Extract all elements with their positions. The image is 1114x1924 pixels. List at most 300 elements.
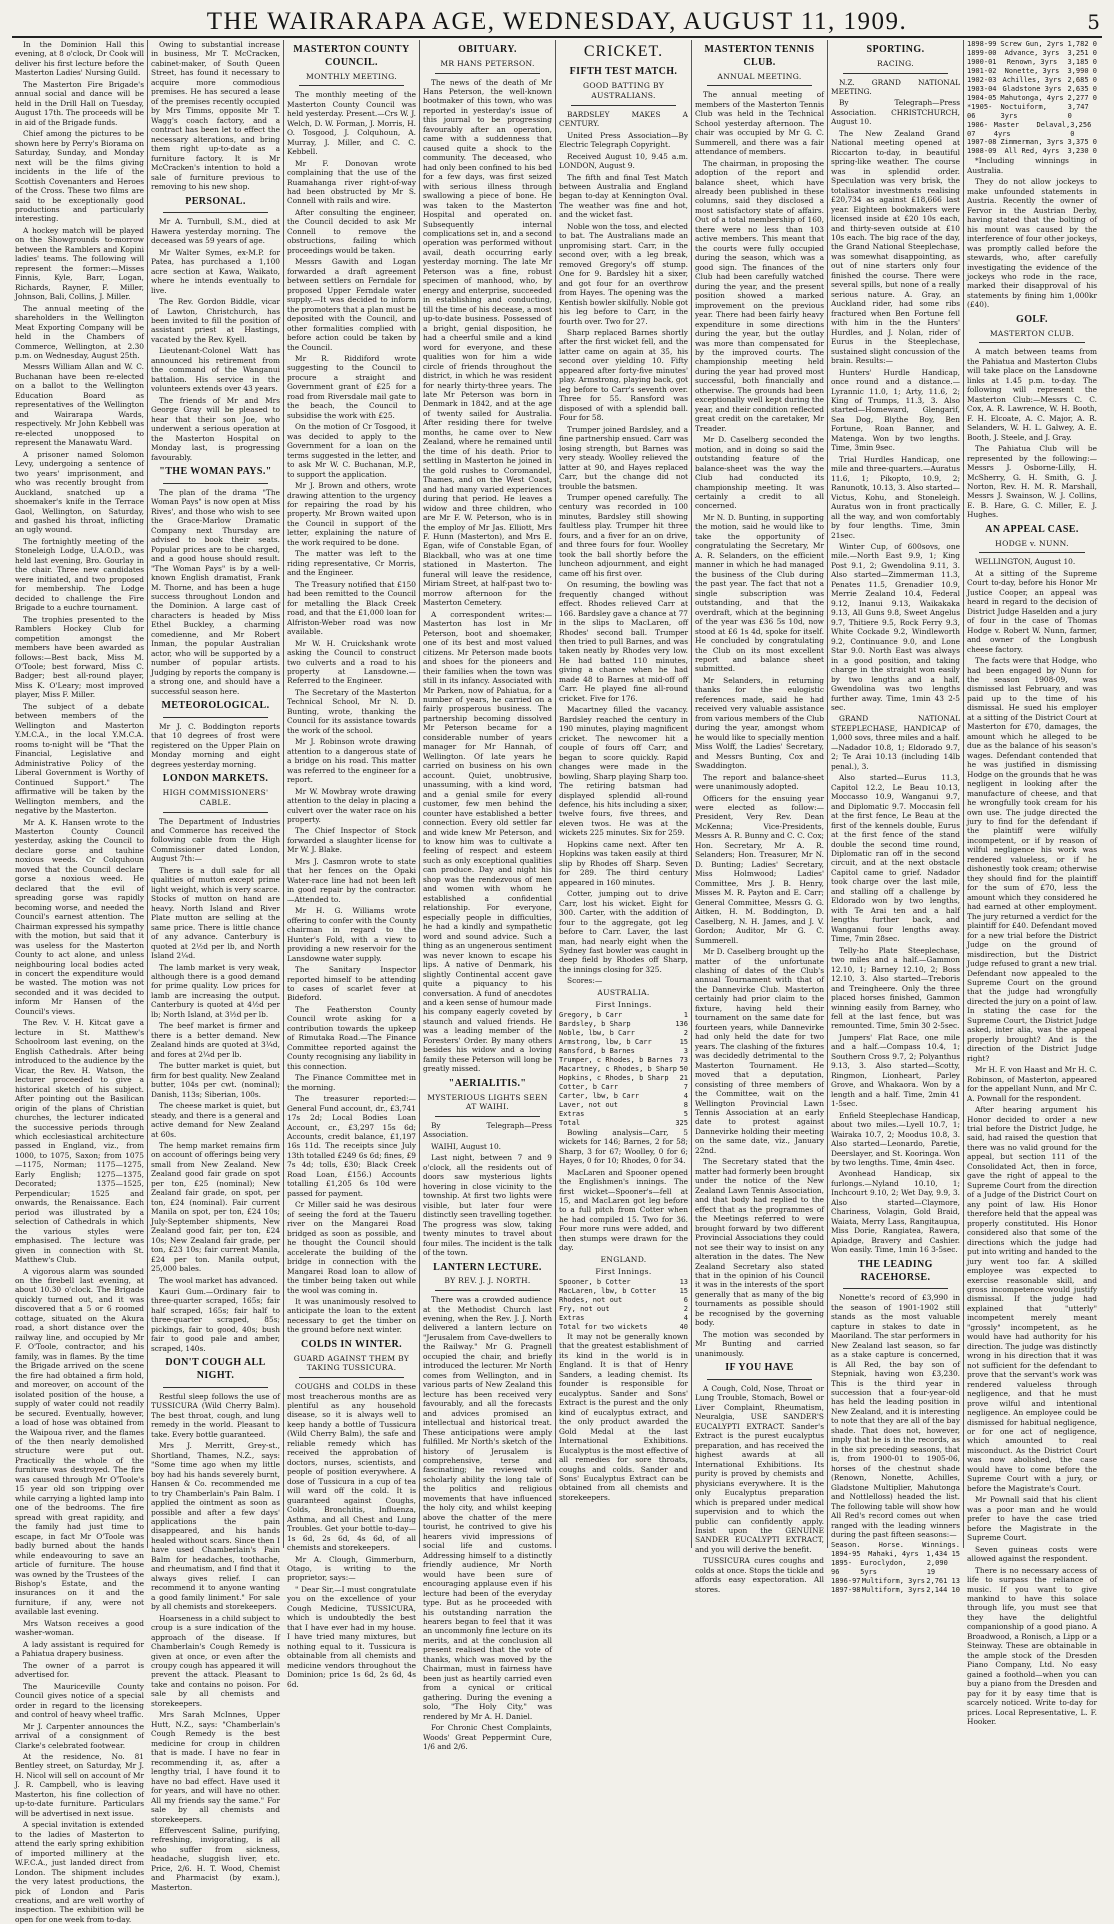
column-7 — [828, 40, 964, 1595]
paragraph: Avonhead Handicap, six furlongs.—Nyland 10.10, 1; Inchcourt 9.10, 2; Wet Day, 9.9, 3. Also started—Claymore, Chariness, Volagin, Gold Braid, Waiata, Merry Lass, Rangitaupua, Miss Dorie, Rangiatea, Rawera, Apiadge, Bravery and Cashier. Won easily. Time, 1min 16 3-5sec. — [831, 1169, 960, 1255]
batting-line-runs: 6 — [683, 1296, 688, 1305]
winnings-table-horse: Advance, 3yrs — [1004, 48, 1060, 57]
heading-rule — [843, 73, 948, 74]
batting-line-runs: 4 — [683, 1091, 688, 1100]
paragraph: Mrs J. Merritt, Grey-st., Shortland, Thames, N.Z., says: "Some time ago when my little boy had his hands severely burnt, Hansen & Co. recommended me to try Chamberlain's Pain Balm. I applied the ointment as soon as possible and after a few days' applications the pain disappeared, and his hands healed without scars. Since then I have used Chamberlain's Pain Balm for headaches, toothache, and rheumatism, and I find that it always gives relief. I can recommend it to anyone wanting a good family liniment." For sale by all chemists and storekeepers. — [151, 1441, 280, 1612]
batting-line-runs: 2 — [683, 1305, 688, 1314]
paragraph: The Finance Committee met in the morning. — [287, 1073, 416, 1092]
paragraph: It may not be generally known that the greatest establishment of its kind in the world is in England. It is that of Henry Sanders, a leading chemist. Its founder is responsible for eucalyptus. Sander and Sons' Extract is the purest and the only kind of eucalyptus extract, and the only product awarded the Gold Medal at the last International Exhibitions. Eucalyptus is the most effective of all remedies for sore throats, coughs and colds. Sander and Sons' Eucalyptus Extract can be obtained from all chemists and storekeepers. — [559, 1331, 688, 1502]
article-subheading: HODGE v. NUNN. — [995, 538, 1069, 548]
column-2 — [148, 40, 284, 1892]
batting-line-runs: 4 — [683, 1314, 688, 1323]
winnings-table-horse: Mahaki, 4yrs — [868, 1550, 919, 1559]
paragraph: Cotter, jumping out to drive Carr, lost his wicket. Eight for 300. Carter, with the addition of four to the aggregate, got leg before to Carr. Laver, the last man, had nearly eight when the Sydney fast bowler was caught in deep field by Rhodes off Sharp, the innings closing for 325. — [559, 889, 688, 974]
winnings-table-winnings: 3,256 0 — [1070, 120, 1092, 138]
column-3 — [284, 40, 420, 1689]
article — [151, 700, 280, 769]
paragraph: Trumper joined Bardsley, and a fine partnership ensued. Carr was losing strength, but Barnes was very steady. Woolley relieved the latter at 90, and Hayes replaced Carr, but the change did not trouble the batsmen. — [559, 424, 688, 491]
batting-line-row — [559, 1038, 688, 1047]
columns — [12, 40, 1102, 1924]
innings-total — [559, 1119, 688, 1128]
article — [287, 1339, 416, 1689]
article-subheading: HIGH COMMISSIONERS' CABLE. — [162, 788, 269, 807]
winnings-table-winnings: 3,185 0 — [1067, 57, 1097, 66]
paragraph: Mr W. H. Cruickshank wrote asking the Council to construct two culverts and a road to his property at Lansdowne.—Referred to the Engineer. — [287, 638, 416, 686]
section-title: CRICKET. — [583, 43, 664, 60]
paragraph: Mr A. Clough, Gimmerburn, Otago, is writing to the proprietor, says:— — [287, 1554, 416, 1583]
heading-rule — [163, 812, 268, 813]
paragraph: The facts were that Hodge, who had been engaged by Nunn for the season 1908-09, was dismissed last February, and was paid up to the time of his dismissal. He sued his employer at a sitting of the District Court at Masterton for £70, damages, the amount which he alleged to be due as the balance of his season's wages. Defendant contended that he was justified in dismissing Hodge on the grounds that he was negligent in looking after the manufacture of cheese, and that he wrongfully took cream for his own use. The judge directed the jury to find for the defendant if the plaintiff were wilfully incompetent, or if by reason of wilful negligence his work was rendered valueless, or if he dishonestly took cream; otherwise they should find for the plaintiff for the sum of £70, less the amount which they considered he had earned at other employment. The jury returned a verdict for the plaintiff for £40. Defendant moved for a new trial before the District Judge on the ground of misdirection, but the District Judge refused to grant a new trial. Defendant now appealed to the Supreme Court on the ground that the judge had wrongfully directed the jury on a point of law. In stating the case for the Supreme Court, the District Judge asked, inter alia, was the appeal properly brought? And is the direction of the District Judge right? — [967, 656, 1097, 1063]
paragraph: By Telegraph—Press Association. CHRISTCHURCH, August 10. — [831, 98, 960, 127]
article-heading: LONDON MARKETS. — [162, 773, 269, 785]
paragraph: At a sitting of the Supreme Court to-day, before his Honor Mr Justice Cooper, an appeal was heard in regard to the decision of District Judge Haselden and a jury of four in the case of Thomas Hodge v. Robert W. Nunn, farmer, and owner of the Longbush cheese factory. — [967, 568, 1097, 654]
article — [151, 196, 280, 463]
winnings-table-season: 1906-07 — [967, 120, 989, 138]
paragraph: Mr J. Robinson wrote drawing attention to a dangerous state of a bridge on his road. This matter was referred to the engineer for a report. — [287, 737, 416, 785]
article — [559, 1332, 688, 1502]
total-label: Total — [559, 1118, 581, 1127]
article-subheading: ANNUAL MEETING. — [717, 71, 802, 81]
paragraph: The trophies presented to the Ramblers Hockey Club for competition amongst the members have been awarded as follows:—Best back, Miss M. O'Toole; best forward, Miss C. Badger; best all-round player, Miss K. O'Leary; most improved player, Miss F. Miller. — [15, 614, 144, 700]
winnings-table-winnings: 1,782 0 — [1067, 40, 1097, 48]
paragraph: Sharp replaced Barnes shortly after the first wicket fell, and the latter came on again at 35, his second over yielding 10. Fifty appeared after forty-five minutes' play. Armstrong, playing back, got leg before to Carr's seventh over. Three for 55. Ransford was disposed of with a splendid ball. Four for 58. — [559, 328, 688, 423]
paragraph: Mr J. Brown and others, wrote drawing attention to the urgency for repairing the road by his property. Mr Brown waited upon the Council in support of the letter, explaining the nature of the work required to be done. — [287, 481, 416, 547]
paragraph: On resuming, the bowling was frequently changed without effect. Rhodes relieved Carr at 166. Bardsley gave a chance at 77 in the slips to MacLaren, off Rhodes' second ball. Trumper then tried to pull Barnes, and was taken neatly by Rhodes very low. He had batted 110 minutes, giving a chance when he had made 48 to Barnes at mid-off off Carr. He played fine all-round cricket. Five for 176. — [559, 580, 688, 703]
winnings-table-winnings: 2,635 0 — [1067, 84, 1097, 93]
winnings-table-winnings: 1,434 15 — [926, 1550, 960, 1559]
article — [967, 1566, 1097, 1727]
batting-line-name: Carter, lbw, b Carr — [559, 1091, 640, 1100]
paragraph: The chairman, in proposing the adoption of the report and balance sheet, which have already been published in these columns, said they disclosed a most satisfactory state of affairs. Out of a total membership of 160, there were no less than 103 active members. This meant that the courts were fully occupied during the season, which was a good sign. The finances of the Club had been carefully watched during the year, and the present position showed a marked improvement on the previous year. There had been fairly heavy expenditure in some directions during the year, but the outlay was more than compensated for by the improved courts. The championship meeting held during the year had proved most successful, both financially and otherwise. The grounds had been exceptionally well kept during the year, and their condition reflected great credit on the caretaker, Mr Treader. — [695, 158, 824, 433]
paragraph: A Cough, Cold, Nose, Throat or Lung Trouble, Stomach, Bowel or Liver Complaint, Rheumatism, Neuralgia, USE SANDER'S EUCALYPTI EXTRACT. Sander's Extract is the purest eucalyptus preparation, and has received the highest awards at all International Exhibitions. Its purity is proved by chemists and physicians everywhere. It is the only Eucalyptus preparation which is prepared under medical supervision and to which the public can confidently apply. Insist upon the GENUINE SANDER EUCALYPTI EXTRACT, and you will derive the benefit. — [695, 1383, 824, 1554]
winnings-table — [831, 1550, 960, 1595]
batting-line-runs: 73 — [679, 1056, 688, 1065]
paragraph: GRAND NATIONAL STEEPLECHASE, HANDICAP of 1,000 sovs, three miles and a half.—Nadador 10.8, 1; Eldorado 9.7, 2; Te Arai 10.13 (including 14lb penal.), 3. — [831, 714, 960, 771]
batting-line-name: Rhodes, not out — [559, 1296, 623, 1305]
article-heading: SPORTING. — [866, 44, 925, 55]
article — [695, 44, 824, 1358]
winnings-table-season: 1901-02 — [967, 66, 997, 75]
winnings-table-row — [967, 121, 1097, 139]
paragraph: Macartney filled the vacancy. Bardsley reached the century in 190 minutes, playing magnificent cricket. The newcomer hit a couple of fours off Carr, and began to score quickly. Rapid changes were made in the bowling, Sharp playing Sharp too. The retiring batsman had displayed splendid all-round defence, his hits including a sixer, twelve fours, five threes, and eleven twos. He was at the wickets 225 minutes. Six for 259. — [559, 705, 688, 838]
winnings-table-season: 1904-05 — [967, 93, 997, 102]
paragraph: Mr J. Carpenter announces the arrival of a consignment of Clarke's celebrated footwear. — [15, 1721, 144, 1750]
paragraph: A match between teams from the Pahiatua and Masterton Clubs will take place on the Lansdowne links at 1.45 p.m. to-day. The following will represent the Masterton Club:—Messrs C. C. Cox, A. R. Lawrence, W. H. Booth, F. H. Elcoate, A. C. Major, A. R. Selanders, W. H. L. Galwey, A. E. Booth, J. Steele, and J. Gray. — [967, 347, 1097, 442]
paragraph: Mr A. K. Hansen wrote to the Masterton County Council yesterday, asking the Council to declare gorse and tauhine noxious weeds. Cr Colquhoun moved that the Council declare gorse a noxious weed. He declared that the evil of spreading gorse was rapidly becoming worse, and needed the Council's earnest attention. The Chairman expressed his sympathy with the motion, but said that it was useless for the Masterton County to act alone, and unless neighbouring local bodies acted in concert the expenditure would be wasted. The motion was not seconded and it was decided to inform Mr Hansen of the Council's views. — [15, 817, 144, 1016]
masthead — [12, 8, 1102, 38]
article-heading: DON'T COUGH ALL NIGHT. — [165, 1357, 266, 1382]
paragraph: COUGHS and COLDS in these most treacherous months are as plentiful as any household disease, so it is always well to keep handy a bottle of Tussicura (Wild Cherry Balm), the safe and reliable remedy which has received the approbation of doctors, nurses, scientists, and people of position everywhere. A dose of Tussicura in a cup of tea will ward off the cold. It is guaranteed against Coughs, Colds, Bronchitis, Influenza, Asthma, and all Chest and Lung Troubles. Get your bottle to-day—1s 6d, 2s 6d, 4s 6d, of all chemists and storekeepers. — [287, 1382, 416, 1553]
winnings-table-season: 1908-09 — [967, 147, 997, 156]
heading-rule — [843, 1288, 948, 1289]
batting-line-name: Gregory, b Carr — [559, 1011, 623, 1020]
winnings-table — [967, 40, 1097, 156]
paragraph: Trumper opened carefully. The century was recorded in 100 minutes, Bardsley still showing faultless play. Trumper hit three fours, and a fiver for an on drive, and three fours for four. Woolley took the ball shortly before the luncheon adjournment, and eight came off his first over. — [559, 492, 688, 578]
page-number: 5 — [1087, 10, 1100, 34]
article-heading: AN APPEAL CASE. — [985, 523, 1079, 535]
batting-line-row — [559, 1029, 688, 1038]
article — [423, 1078, 552, 1258]
column-6 — [692, 40, 828, 1594]
winnings-table-horse: Multiform, 3yrs — [861, 1577, 925, 1586]
batting-line-name: Hopkins, c Rhodes, b Sharp — [559, 1074, 669, 1082]
article — [15, 40, 144, 1924]
paragraph: The lamb market is very weak, although there is a good demand for prime quality. Low prices for lamb are increasing the output. Canterbury is quoted at 4½d per lb; North Island, at 3½d per lb. — [151, 962, 280, 1019]
winnings-table-season: *1905-06 — [967, 102, 993, 120]
paragraph: Mr F. Donovan wrote complaining that the use of the Ruamahanga river right-of-way had been obstructed by Mr S. Connell with rails and wire. — [287, 158, 416, 206]
winnings-table-winnings: 2,761 13 — [926, 1577, 960, 1586]
column-1 — [12, 40, 148, 1924]
heading-rule — [571, 105, 676, 106]
winnings-table-row — [967, 94, 1097, 103]
scores-heading: Scores:— — [567, 976, 603, 986]
winnings-table-horse: Master Delaval, 4yrs — [993, 120, 1071, 138]
batting-line-row — [559, 1020, 688, 1029]
paragraph: Last night, between 7 and 9 o'clock, all the residents out of doors saw mysterious lights hovering in close vicinity to the township. At first two lights were visible, but later four were distinctly seen travelling together. The progress was slow, taking twenty minutes to travel about four miles. The incident is the talk of the town. — [423, 1153, 552, 1258]
winnings-table-row — [831, 1586, 960, 1595]
article-subheading: GOOD BATTING BY AUSTRALIANS. — [582, 81, 665, 100]
paragraph: The fortnightly meeting of the Stoneleigh Lodge, U.A.O.D., was held last evening, Bro. Gourlay in the chair. Three new candidates were initiated, and two proposed for membership. The Lodge decided to challenge the Fire Brigade to a euchre tournament. — [15, 536, 144, 613]
batting-line-row — [559, 1092, 688, 1101]
paragraph: Effervescent Saline, purifying, refreshing, invigorating, is all who suffer from sickness, headache, sluggish liver, etc. Price, 2/6. H. T. Wood, Chemist and Pharmacist (by exam.), Masterton. — [151, 1825, 280, 1892]
paragraph: Hoarseness in a child subject to croup is a sure indication of the approach of the disease. If Chamberlain's Cough Remedy is given at once, or even after the croupy cough has appeared it will prevent the attack. Pleasant to take and contains no poison. For sale by all chemists and storekeepers. — [151, 1613, 280, 1708]
heading-rule — [299, 85, 404, 86]
winnings-table-winnings: 2,685 0 — [1067, 75, 1097, 84]
paragraph: Winter Cup, of 600sovs, one mile.—North East 9.9, 1; King Post 9.1, 2; Gwendolina 9.11, 3. Also started—Zimmerman 11.3, Penates 11.5, Grenadier 10.9, Merrie Zealand 10.4, Federal 9.12, Inanui 9.13, Waikakaka 9.13, All Guns 9.8, Sweet Angelus 9.7, Thitiere 9.5, Rock Ferry 9.3, White Cockade 9.2, Windleworth 9.2, Continuance 9.0, and Lone Star 9.0. North East was always in a good position, and taking charge in the straight won easily by two lengths and a half, Gwendolina was two lengths further away. Time, 1min 43 2-5 sec. — [831, 542, 960, 712]
paragraph: Received August 10, 9.45 a.m. LONDON, August 9. — [559, 151, 688, 171]
winnings-header-horse: Horse. — [878, 1541, 904, 1550]
paragraph: Telly-ho Plate Steeplechase, two miles and a half.—Gammon 12.10, 1; Barney 12.10, 2; Boss 12.10, 3. Also started—Treboris and Treingheere. Only the three placed horses finished, Gammon winning easily from Barney, who fell at the last fence, but was remounted. Time, 5min 30 2-5sec. — [831, 945, 960, 1031]
batting-line-name: Extras — [559, 1109, 585, 1118]
column-5 — [556, 40, 692, 1548]
article — [967, 40, 1097, 310]
article-heading: GOLF. — [1016, 313, 1048, 325]
paragraph: Mr Selanders, in returning thanks for the eulogistic references made, said he had received very valuable assistance from various members of the Club during the year, amongst whom he would like to specially mention Miss Wolff, the Ladies' Secretary, and Messrs Bunting, Cox and Swaddington. — [695, 675, 824, 771]
paragraph: The motion was seconded by Mr Bunting and carried unanimously. — [695, 1329, 824, 1358]
winnings-table-season: 1902-03 — [967, 75, 997, 84]
paragraph: Jumpers' Flat Race, one mile and a half.—Compass 10.4, 1; Southern Cross 9.7, 2; Polyanthus 9.13, 3. Also started—Scotty, Ringmon, Lionheart, Parley Grove, and Whakaora. Won by a length and a half. Time, 2min 41 1-5sec. — [831, 1032, 960, 1109]
batting-line-row — [559, 1287, 688, 1296]
winnings-table-winnings: 3,375 0 — [1067, 138, 1097, 147]
paragraph: Restful sleep follows the use of TUSSICURA (Wild Cherry Balm). The best throat, cough, and lung remedy in the world. Pleasant to take. Every bottle guaranteed. — [151, 1391, 280, 1439]
batting-line-name: Macartney, c Rhodes, b Sharp — [559, 1065, 678, 1074]
paragraph: After hearing argument his Honor decided to order a new trial before the District Judge, he said, had raised the question that there was no valid ground for the appeal, but section 111 of the Consolidated Act, then in force, gave the right of appeal to the Supreme Court from the direction of a Judge of the District Court on any point of law. His Honor therefore held that the appeal was properly constituted. His Honor considered also that some of the directions which the judge had put into writing and handed to the jury went too far. A skilled employee was expected to exercise reasonable skill, and gross incompetence would justify dismissal. If the judge had explained that "utterly" incompetent merely meant "grossly" incompetent, as he would have had authority for his direction. The judge was distinctly wrong in his direction that it was not sufficient for the defendant to prove that the servant's work was rendered valueless through negligence, and that he must prove wilful and intentional negligence. An employee could be dismissed for habitual negligence, or for one act of negligence, which amounted to real misconduct. As the District Court was now abolished, the case would have to come before the Supreme Court with a jury, or before the Magistrate's Court. — [967, 1105, 1097, 1493]
paragraph: The annual meeting of the shareholders in the Wellington Meat Exporting Company will be held in the Chambers of Commerce, Wellington, at 2.30 p.m. on Wednesday, August 25th. — [15, 303, 144, 360]
winnings-table-row — [967, 147, 1097, 156]
winnings-table-row — [967, 103, 1097, 121]
paragraph: Chief among the pictures to be shown here by Perry's Biorama on Saturday, Sunday, and Monday next will be the films giving incidents in the life of the Scottish Covenanters and Heroes of the Cross. These two films are said to be exceptionally good productions and particularly interesting. — [15, 129, 144, 224]
article — [559, 42, 688, 1332]
paragraph: A lady assistant is required for a Pahiatua drapery business. — [15, 1639, 144, 1659]
article — [831, 44, 960, 1255]
batting-line-runs: 15 — [679, 1287, 688, 1296]
heading-rule — [163, 1387, 268, 1388]
article-heading: LANTERN LECTURE. — [433, 1261, 542, 1273]
paragraph: Lieutenant-Colonel Watt has announced his retirement from the command of the Wanganui battalion. His service in the volunteers extends over 43 years. — [151, 346, 280, 394]
article-subheading: MR HANS PETERSON. — [440, 58, 535, 68]
winnings-table-row — [831, 1559, 960, 1577]
article-heading: COLDS IN WINTER. — [301, 1338, 402, 1350]
batting-line-row — [559, 1110, 688, 1119]
paragraph: Owing to substantial increase in business, Mr T. McCracken, cabinet-maker, of South Queen Street, has found it necessary to acquire more commodious premises. He has secured a lease of the premises recently occupied by Mrs Timms, opposite Mr T. Wagg's coach factory, and a contract has been let to effect the necessary alterations, and bring them right up-to-date as a furniture factory. It is Mr McCracken's intention to hold a sale of furniture previous to removing to his new shop. — [151, 40, 280, 192]
winnings-table-season: 1899-00 — [967, 48, 997, 57]
winnings-table-horse: Multiform, 3yrs — [861, 1586, 925, 1595]
paragraph: The matter was left to the riding representative, Cr Morris, and the Engineer. — [287, 549, 416, 578]
paragraph: Mr R. Riddiford wrote suggesting to the Council to procure a straight and Government grant of £25 for a road from Riversdale mail gate to the beach, the Council to subsidise the work with £25. — [287, 353, 416, 420]
paragraph: The beef market is firmer and there is a better demand. New Zealand hinds are quoted at 3¼d, and fores at 2¼d per lb. — [151, 1021, 280, 1059]
innings-heading: First Innings. — [595, 999, 652, 1009]
paragraph: The Secretary stated that the matter had formerly been brought under the notice of the New Zealand Lawn Tennis Association, and that body had replied to the effect that as the programmes of the Meetings referred to were brought forward by two different Provincial Associations they could not see their way to insist on any alteration in the dates. The New Zealand Secretary also stated that in the opinion of his Council it was in the interests of the sport generally that as many of the big tournaments as possible should be recognised by the governing body. — [695, 1157, 824, 1328]
paragraph: A correspondent writes:—Masterton has lost in Mr Peterson, boot and shoemaker, one of its best and most valued citizens. Mr Peterson made boots and shoes for the pioneers and their families when the town was still in its infancy. Associated with Mr Parken, now of Pahiatua, for a number of years, he carried on a fairly prosperous business. The partnership becoming dissolved Mr Peterson became for a considerable number of years manager for Mr Hannah, of Wellington. Of late years he carried on business on his own account. Quiet, unobtrusive, unassuming, with a kind word, and a genial smile for every customer, few men behind the counter have established a better connection. Every old settler far and wide knew Mr Peterson, and to know him was to cultivate a feeling of respect and esteem such as only exceptional qualities can produce. Day and night his shop was the rendezvous of men and women with whom he established a confidential relationship. For everyone, especially people in difficulties, he had a kindly and sympathetic word and sound advice. Such a thing as an ungenerous sentiment was never known to escape his lips. A native of Denmark, his slightly Continental accent gave quite a piquancy to his conversation. A fund of anecdotes and a keen sense of humour made his company eagerly coveted by staunch and valued friends. He was a leading member of the Foresters' Order. By many others besides his widow and a loving family these Peterson will long be greatly missed. — [423, 609, 552, 1074]
paragraph: They do not allow jockeys to make unfounded statements in Austria. Recently the owner of Fervor in the Austrian Derby, having stated that the bolting of his mount was caused by the interference of four other jockeys, was promptly called before the stewards, who, after carefully investigating the evidence of the jockeys who rode in the race, marked their disapproval of his statements by fining him 1,000kr (£40). — [967, 177, 1097, 310]
winnings-header-winnings: Winnings. — [922, 1541, 960, 1550]
batting-line-name: Cotter, b Carr — [559, 1082, 619, 1091]
total-runs: 325 — [675, 1118, 688, 1127]
paragraph: Mr N. D. Bunting, in supporting the motion, said he would like to take the opportunity of congratulating the Secretary, Mr A. R. Selanders, on the efficient manner in which he had managed the business of the Club during the past year. The fact that not a single subscription was outstanding, and that the overdraft, which at the beginning of the year was £36 5s 10d, now stood at £6 1s 4d, spoke for itself. He concluded by congratulating the Club on its most excellent report and balance sheet submitted. — [695, 512, 824, 674]
article — [423, 44, 552, 1074]
article — [151, 40, 280, 192]
heading-rule — [707, 1379, 812, 1380]
paragraph: Mr D. Caselberg brought up the matter of the unfortunate clashing of dates of the Club's annual Tournament with that of the Dannevirke Club. Masterton certainly had prior claim to the fixture, having held their tournament on the same date for fourteen years, while Dannevirke had only held the date for two years. The clashing of the fixtures was decidedly detrimental to the Masterton Tournament. He moved that a deputation, consisting of three members of the Committee, wait on the Wellington Provincial Lawn Tennis Association at an early date to protest against Dannevirke holding their meeting on the same date, viz., January 22nd. — [695, 947, 824, 1155]
paragraph: Mr D. Caselberg seconded the motion, and in doing so said the outstanding feature of the balance-sheet was the way the Club had conducted its championship meeting. It was certainly a credit to all concerned. — [695, 435, 824, 511]
winnings-table-season: 1896-97 — [831, 1577, 861, 1586]
paragraph: The treasurer reported:—General Fund account, dr., £3,741 17s 2d; Local Bodies Loan Account, cr., £3,297 15s 6d; Accounts, credit balance, £1,197 16s 11d. The receipts since July 13th totalled £249 6s 6d; fines, £9 7s 4d; tolls, £30; Black Creek Road Loan, £156.) Accounts totalling £1,205 6s 10d were passed for payment. — [287, 1094, 416, 1198]
batting-line-row — [559, 1278, 688, 1287]
paragraph: Mr Walter Symes, ex-M.P. for Patea, has purchased a 1,100 acre section at Kawa, Waikato, where he intends eventually to live. — [151, 247, 280, 295]
winnings-table-winnings: 2,277 0 — [1067, 93, 1097, 102]
winnings-table-season: 1903-04 — [967, 84, 997, 93]
paragraph: The Mauriceville County Council gives notice of a special order in regard to the licensing and control of heavy wheel traffic. — [15, 1681, 144, 1720]
paragraph: On the motion of Cr Tosgood, it was decided to apply to the Government for a loan on the terms suggested in the letter, and to ask Mr W. C. Buchanan, M.P., to support the application. — [287, 422, 416, 479]
batting-line-runs: 3 — [683, 1047, 688, 1056]
innings-heading: First Innings. — [595, 1266, 652, 1276]
batting-line-row — [559, 1296, 688, 1305]
paragraph: MacLaren and Spooner opened the Englishmen's innings. The first wicket—Spooner's—fell at 15, and MacLaren got leg before to a full pitch from Cotter when he had compiled 15. Two for 36. Four more runs were added, and then stumps were drawn for the day. — [559, 1167, 688, 1253]
paragraph: N.Z. GRAND NATIONAL MEETING. — [831, 77, 960, 96]
winnings-table-horse: Zimmerman, 3yrs — [1000, 138, 1064, 147]
paragraph: Bowling analysis—Carr, 5 wickets for 146; Barnes, 2 for 58; Sharp, 3 for 67; Woolley, 0 for 6; Hayes, 0 for 10; Rhodes, 0 for 34. — [559, 1127, 688, 1166]
batting-line-name: Spooner, b Cotter — [559, 1278, 631, 1287]
winnings-table-winnings: 3,230 0 — [1067, 147, 1097, 156]
winnings-table-winnings: 3,251 0 — [1067, 48, 1097, 57]
article-heading: OBITUARY. — [458, 44, 517, 55]
paragraph: There is no necessary access of life to surpass the reliance of music. If you want to give mankind to have this solace through life, you must see that they have the delightful companionship of a good piano. A Broadwood, a Ronisch, a Lipp or a Steinway. These are obtainable in the ample stock of the Dresden Piano Company, Ltd. No easy gained a foothold—when you can buy a piano from the Dresden and pay for it by easy time that is scarcely noticed. Write to-day for prices. Local Representative, L. F. Hooker. — [967, 1565, 1097, 1727]
paragraph: The report and balance-sheet were unanimously adopted. — [695, 772, 824, 792]
heading-rule — [435, 73, 540, 74]
paragraph: TUSSICURA cures coughs and colds at once. Stops the tickle and affords easy expectoration. All stores. — [695, 1556, 824, 1594]
winnings-table-season: 1895-96 — [831, 1559, 853, 1577]
paragraph: Also started—Eurus 11.3, Capitol 12.2, Le Beau 10.13, Moccasso 10.9, Wanganui 9.7, and Diplomatic 9.7. Moccasin fell at the first fence, Le Beau at the first of the kennels double, Eurus at the first fence of the stand double the second time round, Diplomatic ran off in the second circuit, and at the next obstacle Capitol came to grief. Nadador took charge over the last mile, and stalling off a challenge by Eldorado won by two lengths, with Te Arai ten and a half lengths further back, and Wanganui four lengths away. Time, 7min 28sec. — [831, 773, 960, 944]
winnings-table-row — [967, 40, 1097, 49]
paragraph: Mrs Watson receives a good washer-woman. — [15, 1618, 144, 1638]
batting-line-row — [559, 1074, 688, 1083]
heading-rule — [163, 717, 268, 718]
paragraph: WELLINGTON, August 10. — [975, 557, 1076, 567]
winnings-table-season: 1900-01 — [967, 57, 997, 66]
batting-line-row — [559, 1305, 688, 1314]
winnings-table-winnings: 3,747 0 — [1067, 102, 1089, 120]
winnings-table-winnings: 2,090 19 — [926, 1559, 948, 1577]
paragraph: The wool market has advanced. — [159, 1275, 278, 1285]
paragraph: There was a crowded audience at the Methodist Church last evening, when the Rev. J. J. North delivered a lantern lecture on "Jerusalem from Cave-dwellers to the Railway." Mr G. Pragnell occupied the chair, and briefly introduced the lecturer. Mr North comes from Wellington, and in various parts of New Zealand this lecture has been received very favourably, and all the forecasts and advices promised an intellectual and historical treat. These anticipations were amply fulfilled. Mr North's sketch of the history of Jerusalem is comprehensive, terse and fascinating; he reviewed with scholarly ability the long tale of the politics and religious movements that have influenced the holy city, and whilst keeping above the chatter of the mere tourist, he contrived to give his hearers vivid impressions of social life and customs. Addressing himself to a distinctly friendly audience, Mr North would have been sure of encouraging applause even if his lecture had been of the everyday type. But as he proceeded with his outstanding narration the hearers began to feel that it was an uncommonly fine lecture on its merits, and at the conclusion all present realised that the vote of thanks, which was moved by the Chairman, must in fairness have been just as heartily carried even from a cynical or critical gathering. During the evening a solo, "The Holy City," was rendered by Mr A. H. Daniel. — [423, 1295, 552, 1721]
batting-line-name: Noble, lbw, b Carr — [559, 1029, 635, 1038]
batting-line-name: Laver, not out — [559, 1100, 619, 1109]
batting-line-name: Trumper, c Rhodes, b Barnes — [559, 1056, 673, 1065]
winnings-header-season: Season. — [831, 1541, 861, 1550]
batting-line-name: Fry, not out — [559, 1305, 610, 1314]
winnings-table-row — [967, 138, 1097, 147]
article — [831, 1259, 960, 1596]
paragraph: The friends of Mr and Mrs George Gray will be pleased to hear that their son Joe, who underwent a serious operation at the Masterton Hospital on Monday last, is progressing favourably. — [151, 395, 280, 462]
paragraph: Kauri Gum.—Ordinary fair to three-quarter scraped, 165s; fair half scraped, 165s; fair half to three-quarter scraped, 85s; pickings, fair to good, 40s; bush fair to good pale and amber, scraped, 140s. — [151, 1287, 280, 1353]
paragraph: Noble won the toss, and elected to bat. The Australians made an unpromising start. Carr, in the second over, with a leg break, removed Gregory's off stump. One for 9. Bardsley hit a sixer, and got four for an overthrow from Hayes. The opening was the Kentish bowler skilfully. Noble got his leg before to Carr, in the fourth over. Two for 27. — [559, 221, 688, 326]
winnings-table-row — [967, 85, 1097, 94]
paragraph: Nonette's record of £3,990 in the season of 1901-1902 still stands as the most valuable capture in stakes to date in Maoriland. The star performers in New Zealand last season, so far as a stake capture is concerned, is All Red, the bay son of Stepniak, having won £3,230. This is the third year in succession that a four-year-old has held the leading position in New Zealand, and it is interesting to note that they are all of the bay shade. That does not, however, imply that he is in the records, as in the six preceding seasons, that is, from 1900-01 to 1905-06, horses of the chestnut shade (Renown, Nonette, Achilles, Gladstone Multiplier, Mahutonga and Nottlelloss) headed the list. The following table will show how All Red's record comes out when ranged with the leading winners during the past fifteen seasons:— — [831, 1293, 960, 1540]
winnings-table-horse: Noctuiform, 3yrs — [1000, 102, 1047, 120]
paragraph: Mrs Sarah McInnes, Upper Hutt, N.Z., says: "Chamberlain's Cough Remedy is the best medicine for croup in children that is made. I have no fear in recommending it, as, after a lengthy trial, I have found it to have no bad effect. Have used it for years, and will have no other. All my friends say the same." For sale by all chemists and storekeepers. — [151, 1710, 280, 1824]
paragraph: Cr Miller said he was desirous of seeing the ford at the Taueru river on the Mangarei Road bridged as soon as possible, and he thought the Council should accelerate the building of the bridge in connection with the Mangarei Road loan to allow of the timber being taken out while the wool was coming in. — [287, 1200, 416, 1295]
batting-line-runs: 21 — [679, 1074, 688, 1082]
paragraph: *Including winnings in Australia. — [967, 156, 1097, 175]
winnings-table-season: 1897-98 — [831, 1586, 861, 1595]
article-heading: MASTERTON COUNTY COUNCIL. — [293, 44, 410, 68]
winnings-table-row — [967, 67, 1097, 76]
winnings-table-row — [831, 1550, 960, 1559]
winnings-table-row — [967, 76, 1097, 85]
article-heading: PERSONAL. — [185, 195, 246, 207]
paragraph: The subject of a debate between members of the Wellington and Masterton Y.M.C.A., in the local Y.M.C.A. rooms to-night will be "That the Financial, Legislative and Administrative Policy of the Liberal Government is Worthy of Continued Support." The affirmative will be taken by the Wellington members, and the negative by the Masterton. — [15, 701, 144, 816]
batting-line-name: Extras — [559, 1314, 585, 1323]
winnings-header-row — [831, 1541, 960, 1550]
heading-rule — [163, 212, 268, 213]
batting-line-row — [559, 1083, 688, 1092]
article-subheading: BY REV. J. J. NORTH. — [444, 1276, 531, 1286]
innings-total — [559, 1323, 688, 1332]
article — [967, 314, 1097, 520]
paragraph: Mr J. C. Boddington reports that 10 degrees of frost were registered on the Upper Plain on Monday morning and eight degrees yesterday morning. — [151, 721, 280, 769]
heading-rule — [435, 1116, 540, 1117]
paragraph: In the Dominion Hall this evening, at 8 o'clock, Dr Cook will deliver his first lecture before the Masterton Ladies' Nursing Guild. — [15, 40, 144, 78]
batting-line-row — [559, 1011, 688, 1020]
article-subheading: MYSTERIOUS LIGHTS SEEN AT WAIHI. — [427, 1092, 548, 1112]
winnings-header — [831, 1541, 960, 1550]
article — [151, 1357, 280, 1892]
batting-line-name: Bardsley, b Sharp — [559, 1020, 631, 1029]
paragraph: The Pahiatua Club will be represented by the following:—Messrs J. Osborne-Lilly, H. McSherry, G. H. Smith, G. J. Norton, Rev. H. M. R. Marshall, Messrs J. Swainson, W. J. Collins, E. B. Hare, G. C. Miller, E. J. Hughes. — [967, 444, 1097, 520]
article — [423, 1262, 552, 1752]
paragraph: Mrs J. Casmron wrote to state that her fences on the Opaki Water-race line had not been left in good repair by the contractor.—Attended to. — [287, 856, 416, 904]
winnings-table-horse: Euroclydon, 5yrs — [860, 1559, 907, 1577]
batting-line — [559, 1011, 688, 1118]
winnings-table-row — [967, 58, 1097, 67]
heading-rule — [979, 342, 1085, 343]
paragraph: Seven guineas costs were allowed against the respondent. — [967, 1544, 1097, 1564]
innings-total-row — [559, 1323, 688, 1332]
article-subheading: MASTERTON CLUB. — [989, 328, 1075, 338]
winnings-table-horse: Screw Gun, 2yrs — [1000, 40, 1064, 48]
masthead-title: THE WAIRARAPA AGE, WEDNESDAY, AUGUST 11, 1909. — [206, 8, 908, 35]
paragraph: The Department of Industries and Commerce has received the following cable from the High Commissioner dated London, August 7th:— — [151, 816, 280, 864]
column-8 — [964, 40, 1100, 1727]
paragraph: Mr Pownall said that his client was a poor man and he would prefer to have the case tried before the Magistrate in the Supreme Court. — [967, 1495, 1097, 1543]
paragraph: The fifth and final Test Match between Australia and England began to-day at Kennington Oval. The weather was fine and hot, and the wicket fast. — [559, 172, 688, 220]
team-heading: ENGLAND. — [600, 1254, 647, 1264]
article — [695, 1362, 824, 1594]
paragraph: Hopkins came next. After ten Hopkins was taken easily at third slip by Rhodes off Sharp. Seven for 289. The third century appeared in 160 minutes. — [559, 839, 688, 887]
paragraph: Trial Hurdles Handicap, one mile and three-quarters.—Auratus 11.6, 1; Pikopto, 10.9, 2; Ranunotk, 10.13, 3. Also started—Victus, Kohu, and Stoneleigh. Auratus won in front practically all the way, and won comfortably by four lengths. Time, 3min 21sec. — [831, 454, 960, 540]
paragraph: BARDSLEY MAKES A CENTURY. — [559, 109, 688, 129]
paragraph: Messrs William Allan and W. C. Buchanan have been re-elected on a ballot to the Wellington Education Board as representatives of the Wellington and Wairarapa Wards, respectively. Mr John Kebbell was re-elected unopposed to represent the Manawatu Ward. — [15, 362, 144, 448]
total-runs: 40 — [679, 1323, 688, 1332]
paragraph: " Dear Sir,—I must congratulate you on the excellence of your Cough Medicine, TUSSICURA, which is undoubtedly the best that I have ever had in my house. I have tried many mixtures, but nothing equal to it. Tussicura is obtainable from all chemists and medicine vendors throughout the Dominion; price 1s 6d, 2s 6d, 4s 6d. — [287, 1584, 416, 1689]
paragraph: Officers for the ensuing year were elected as follow:—President, Very Rev. Dean McKenna; Vice-Presidents, Messrs A. R. Bunny and C. C. Cox; Hon. Secretary, Mr A. R. Selanders; Hon. Treasurer, Mr N. D. Bunting; Ladies' Secretary, Miss Holmwood; Ladies' Committee, Mrs J. B. Henry, Misses M. R. Payton and E. Carr; General Committee, Messrs G. G. Aitken, H. M. Boddington, D. Caselberg, N. H. James, and J. V. Gordon; Auditor, Mr G. C. Summerell. — [695, 793, 824, 945]
article-heading: "AERIALITIS." — [448, 1077, 527, 1089]
winnings-table-horse: Renown, 3yrs — [1006, 57, 1058, 66]
paragraph: The Rev. Gordon Biddle, vicar of Lawton, Christchurch, has been invited to fill the position of assistant priest at Hastings, vacated by the Rev. Kyell. — [151, 297, 280, 344]
paragraph: The Featherston County Council wrote asking for a contribution towards the upkeep of Rimutaka Road.—The Finance Committee reported against the County recognising any liability in this connection. — [287, 1004, 416, 1071]
winnings-table-horse: Gladstone 3yrs — [1002, 84, 1062, 93]
article — [151, 466, 280, 696]
article — [287, 44, 416, 1335]
paragraph: The New Zealand Grand National meeting opened at Riccarton to-day, in beautiful spring-like weather. The course was in splendid order. Speculation was very brisk, the totalisator investments realising £20,734 as against £18,666 last year. Eighteen bookmakers were licensed inside at £20 10s each, and thirty-seven outside at £10 10s each. The big race of the day, the Grand National Steeplechase, was somewhat disappointing, as out of nine starters only four finished the course. There were several spills, but none of a really serious nature. A. Gray, an Auckland rider, had some ribs fractured when Ben Fortune fell with him in the the Hunters' Hurdles, and J. Nolan, rider of Eurus in the Steeplechase, sustained slight concussion of the brain. Results:— — [831, 128, 960, 366]
paragraph: Messrs Gawith and Logan forwarded a draft agreement between settlers on Ferndale for proposed Upper Ferndale water supply.—It was decided to inform the promoters that a plan must be deposited with the Council, and other formalities complied with before action could be taken by the Council. — [287, 257, 416, 352]
paragraph: After consulting the engineer, the Council decided to ask Mr Connell to remove the obstructions, failing which proceedings would be taken. — [287, 207, 416, 255]
paragraph: The cheese market is quiet, but steady, and there is a general and active demand for New Zealand at 60s. — [151, 1101, 280, 1139]
winnings-table-horse: Mahutonga, 4yrs — [1000, 93, 1064, 102]
paragraph: The news of the death of Mr Hans Peterson, the well-known bootmaker of this town, who was reported in yesterday's issue of this journal to be progressing favourably after an operation, came with a suddenness that caused quite a shock to the community. The deceased, who had only been confined to his bed for a few days, was first seized with serious illness through swallowing a piece of bone. He was taken to the Masterton Hospital and operated on. Subsequently internal complications set in, and a second operation was performed without avail, death occurring early yesterday morning. The late Mr Peterson was a fine, robust specimen of manhood, who, by energy and enterprise, succeeded in establishing and conducting, till the time of his decease, a most up-to-date business. Possessed of a bright, genial disposition, he had a cheerful smile and a kind word for everyone, and these qualities won for him a wide circle of friends throughout the district, in which he was resident for nearly thirty-three years. The late Mr Peterson was born in Denmark in 1842, and at the age of twenty sailed for Australia. After residing there for twelve months, he came over to New Zealand, where he remained until the time of his death. Prior to settling in Masterton he joined in the gold rushes to Coromandel, Thames, and on the West Coast, and had many varied experiences during that period. He leaves a widow and three children, who are Mr F. W. Peterson, who is in the employ of Mr Jas. Elliott, Mrs F. Hunn (Masterton), and Mrs E. Egan, wife of Constable Egan, of Blackball, who was at one time stationed in Masterton. The funeral will leave the residence, Miriam Street, at half-past two to-morrow afternoon for the Masterton Cemetery. — [423, 77, 552, 608]
paragraph: Mr W. Mowbray wrote drawing attention to the delay in placing a culvert over the water race on his property. — [287, 786, 416, 824]
article-subheading: RACING. — [877, 58, 914, 68]
article — [151, 773, 280, 1353]
winnings-table-season: 1907-08 — [967, 138, 997, 147]
winnings-table-winnings: 3,990 0 — [1067, 66, 1097, 75]
winnings-table-horse: Achilles, 3yrs — [1002, 75, 1062, 84]
paragraph: Hunters' Hurdle Handicap, once round and a distance.—Lyrannic 11.0, 1; Arty, 11.6, 2; King of Trumps, 11.3, 3. Also started—Homeward, Glengarif, Sea Dog, Blythe Boy, Ben Fortune, Roan Banner, and Matenga. Won by two lengths. Time, 3min 9sec. — [831, 367, 960, 453]
article-heading: THE LEADING RACEHORSE. — [858, 1258, 933, 1283]
paragraph: The Sanitary Inspector reported himself to be attending to cases of scarlet fever at Bideford. — [287, 965, 416, 1003]
batting-line-name: Ransford, b Barnes — [559, 1047, 635, 1056]
winnings-table-season: 1898-99 — [967, 40, 997, 48]
column-4 — [420, 40, 556, 1752]
batting-line-name: Armstrong, lbw, b Carr — [559, 1038, 652, 1047]
paragraph: The Treasury notified that £150 had been remitted to the Council for metalling the Black Creek road, and that the £1,000 loan for Alfriston-Weber road was now available. — [287, 579, 416, 637]
paragraph: The plan of the drama "The Woman Pays" is now open at Miss Rives', and those who wish to see the Grace-Marlow Dramatic Company next Thursday are advised to book their seats. Popular prices are to be charged, and a good house should result. "The Woman Pays" is by a well-known English dramatist, Frank M. Thorne, and has been a huge success throughout London and the Dominion. A large cast of characters is headed by Miss Ethel Buckley, a charming comedienne, and Mr Robert Inman, the popular Australian actor, who will be supported by a number of popular artists. Judging by reports the company is a strong one, and should have a successful season here. — [151, 487, 281, 696]
heading-rule — [979, 552, 1085, 553]
article-heading: METEOROLOGICAL. — [161, 700, 270, 712]
paragraph: Enfield Steeplechase Handicap, about two miles.—Lyell 10.7, 1; Wairaka 10.7, 2; Moodus 10.8, 3. Also started—Leonardo, Paretie, Deerslayer, and St. Kooringa. Won by two lengths. Time, 4min 4sec. — [831, 1110, 960, 1168]
batting-line-runs: 1 — [683, 1011, 688, 1020]
batting-line-runs: 5 — [683, 1109, 688, 1118]
article-heading: "THE WOMAN PAYS." — [159, 466, 272, 478]
paragraph: Mr H. F. von Haast and Mr H. C. Robinson, of Masterton, appeared for the appellant Nunn, and Mr C. A. Pownall for the respondent. — [967, 1065, 1097, 1103]
paragraph: The Rev. V. H. Kitcat gave a lecture in St. Matthew's Schoolroom last evening, on the English Cathedrals. After being introduced to the audience by the Vicar, the Rev. H. Watson, the lecturer proceeded to give a historical sketch of his subject. After pointing out the Basilican origin of the plans of Christian churches, the lecturer indicated the successive periods through which ecclesiastical architecture passed in England, viz., from 1000, to 1075, Saxon; from 1075—1175, Norman; 1175—1275, Early English; 1275—1375, Decorated; 1375—1525, Perpendicular; 1525 and onwards, the Renaissance. Each period was illustrated by a selection of Cathedrals in which the various styles were emphasised. The lecture was given in connection with St. Matthew's Club. — [15, 1018, 144, 1265]
batting-line — [559, 1278, 688, 1323]
heading-rule — [299, 1377, 404, 1378]
article — [967, 524, 1097, 1564]
paragraph: For Chronic Chest Complaints, Woods' Great Peppermint Cure, 1/6 and 2/6. — [423, 1723, 552, 1752]
batting-line-runs: 8 — [683, 1100, 688, 1109]
winnings-table-horse: Nonette, 3yrs — [1004, 66, 1060, 75]
batting-line-row — [559, 1065, 688, 1074]
batting-line-row — [559, 1101, 688, 1110]
batting-line-row — [559, 1314, 688, 1323]
batting-line-row — [559, 1056, 688, 1065]
batting-line-runs: 2 — [683, 1029, 688, 1038]
paragraph: The monthly meeting of the Masterton County Council was held yesterday. Present.—Crs W. J. Welch, D. W. Forman, J. Morris, H. O. Tosgood, J. Colquhoun, A. Murray, J. Miller, and C. C. Kebbell. — [287, 90, 416, 157]
batting-line-row — [559, 1047, 688, 1056]
batting-line-name: MacLaren, lbw, b Cotter — [559, 1287, 656, 1296]
article-heading: IF YOU HAVE — [725, 1362, 794, 1374]
